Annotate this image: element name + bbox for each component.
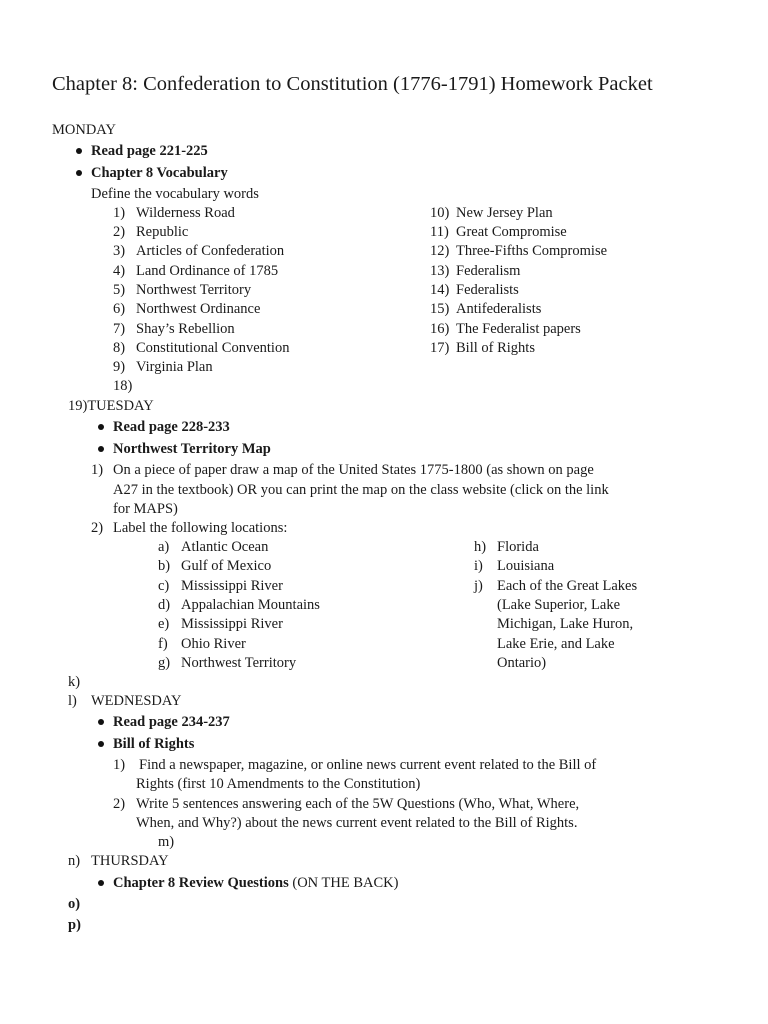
vocab-term: Great Compromise — [456, 224, 567, 240]
bullet-icon — [98, 880, 104, 886]
monday-bullet-reading: Read page 221-225 — [91, 143, 208, 159]
vocab-term: Three-Fifths Compromise — [456, 243, 608, 259]
location-letter: g) — [158, 655, 171, 671]
vocab-term: Wilderness Road — [136, 205, 235, 221]
monday-heading: MONDAY — [52, 122, 116, 138]
vocab-term: The Federalist papers — [456, 321, 581, 337]
sentences-instruction-line: When, and Why?) about the news current event related to the Bill of Rights. — [136, 815, 578, 831]
thursday-bullet-review — [113, 874, 398, 892]
wednesday-bullet-reading: Read page 234-237 — [113, 714, 230, 730]
bullet-icon — [98, 446, 104, 452]
location-name: Atlantic Ocean — [181, 539, 269, 555]
vocab-term: New Jersey Plan — [456, 205, 553, 221]
stray-list-marker: o) — [68, 896, 81, 912]
wednesday-step-number: 1) — [113, 757, 126, 773]
vocab-number: 18) — [113, 378, 133, 394]
location-letter: e) — [158, 616, 170, 632]
review-questions-label: Chapter 8 Review Questions — [113, 875, 289, 891]
vocab-number: 17) — [430, 340, 450, 356]
map-instruction-line: for MAPS) — [113, 501, 178, 517]
location-letter: j) — [474, 578, 483, 594]
location-name-continued: Ontario) — [497, 655, 547, 671]
location-name-continued: Lake Erie, and Lake — [497, 636, 615, 652]
location-letter: d) — [158, 597, 171, 613]
bullet-icon — [76, 148, 82, 154]
vocab-term: Bill of Rights — [456, 340, 535, 356]
vocab-term: Antifederalists — [456, 301, 542, 317]
location-name: Mississippi River — [181, 578, 283, 594]
vocab-number: 2) — [113, 224, 126, 240]
vocab-number: 3) — [113, 243, 126, 259]
bullet-icon — [98, 424, 104, 430]
location-name-continued: (Lake Superior, Lake — [497, 597, 621, 613]
vocab-term: Constitutional Convention — [136, 340, 290, 356]
vocab-number: 10) — [430, 205, 450, 221]
tuesday-bullet-map: Northwest Territory Map — [113, 441, 271, 457]
location-name: Mississippi River — [181, 616, 283, 632]
current-event-instruction-line: Rights (first 10 Amendments to the Constitution) — [136, 776, 421, 792]
vocab-term: Northwest Ordinance — [136, 301, 261, 317]
vocab-term: Federalists — [456, 282, 519, 298]
monday-bullet-vocabulary: Chapter 8 Vocabulary — [91, 165, 228, 181]
tuesday-step-number: 2) — [91, 520, 104, 536]
wednesday-heading: WEDNESDAY — [91, 693, 182, 709]
location-name: Louisiana — [497, 558, 555, 574]
location-letter: b) — [158, 558, 171, 574]
tuesday-step-number: 1) — [91, 462, 104, 478]
vocab-number: 9) — [113, 359, 126, 375]
label-instruction: Label the following locations: — [113, 520, 288, 536]
vocab-term: Federalism — [456, 263, 521, 279]
bullet-icon — [76, 170, 82, 176]
review-questions-note: (ON THE BACK) — [288, 875, 399, 891]
location-name: Florida — [497, 539, 539, 555]
location-name: Northwest Territory — [181, 655, 297, 671]
vocab-number: 16) — [430, 321, 450, 337]
thursday-heading: THURSDAY — [91, 853, 169, 869]
vocab-instruction: Define the vocabulary words — [91, 186, 259, 202]
location-letter: h) — [474, 539, 487, 555]
location-name: Ohio River — [181, 636, 246, 652]
vocab-number: 11) — [430, 224, 449, 240]
vocab-number: 6) — [113, 301, 126, 317]
vocab-number: 7) — [113, 321, 126, 337]
location-letter: c) — [158, 578, 170, 594]
vocab-term: Virginia Plan — [136, 359, 213, 375]
wednesday-list-marker: l) — [68, 693, 77, 709]
vocab-number: 4) — [113, 263, 126, 279]
location-name-continued: Michigan, Lake Huron, — [497, 616, 634, 632]
location-name: Each of the Great Lakes — [497, 578, 638, 594]
map-instruction-line: A27 in the textbook) OR you can print the map on the class website (click on the link — [113, 482, 609, 498]
location-letter: a) — [158, 539, 170, 555]
wednesday-bullet-bill-of-rights: Bill of Rights — [113, 736, 195, 752]
location-name: Appalachian Mountains — [181, 597, 320, 613]
wednesday-step-number: 2) — [113, 796, 126, 812]
location-letter: i) — [474, 558, 483, 574]
vocab-number: 8) — [113, 340, 126, 356]
tuesday-bullet-reading: Read page 228-233 — [113, 419, 230, 435]
vocab-term: Articles of Confederation — [136, 243, 285, 259]
stray-list-marker: k) — [68, 674, 81, 690]
thursday-list-marker: n) — [68, 853, 81, 869]
location-name: Gulf of Mexico — [181, 558, 272, 574]
location-letter: f) — [158, 636, 168, 652]
stray-list-marker: m) — [158, 834, 175, 850]
tuesday-heading: 19)TUESDAY — [68, 398, 154, 414]
vocab-number: 1) — [113, 205, 126, 221]
vocab-number: 13) — [430, 263, 450, 279]
page-title: Chapter 8: Confederation to Constitution (1776-1791) Homework Packet — [52, 73, 653, 95]
vocab-number: 12) — [430, 243, 450, 259]
vocab-term: Northwest Territory — [136, 282, 252, 298]
vocab-term: Land Ordinance of 1785 — [136, 263, 279, 279]
stray-list-marker: p) — [68, 917, 81, 933]
bullet-icon — [98, 719, 104, 725]
current-event-instruction-line: Find a newspaper, magazine, or online news current event related to the Bill of — [139, 757, 597, 773]
vocab-number: 5) — [113, 282, 126, 298]
map-instruction-line: On a piece of paper draw a map of the United States 1775-1800 (as shown on page — [113, 462, 594, 478]
bullet-icon — [98, 741, 104, 747]
sentences-instruction-line: Write 5 sentences answering each of the 5W Questions (Who, What, Where, — [136, 796, 580, 812]
vocab-number: 14) — [430, 282, 450, 298]
vocab-term: Republic — [136, 224, 189, 240]
vocab-term: Shay’s Rebellion — [136, 321, 235, 337]
vocab-number: 15) — [430, 301, 450, 317]
